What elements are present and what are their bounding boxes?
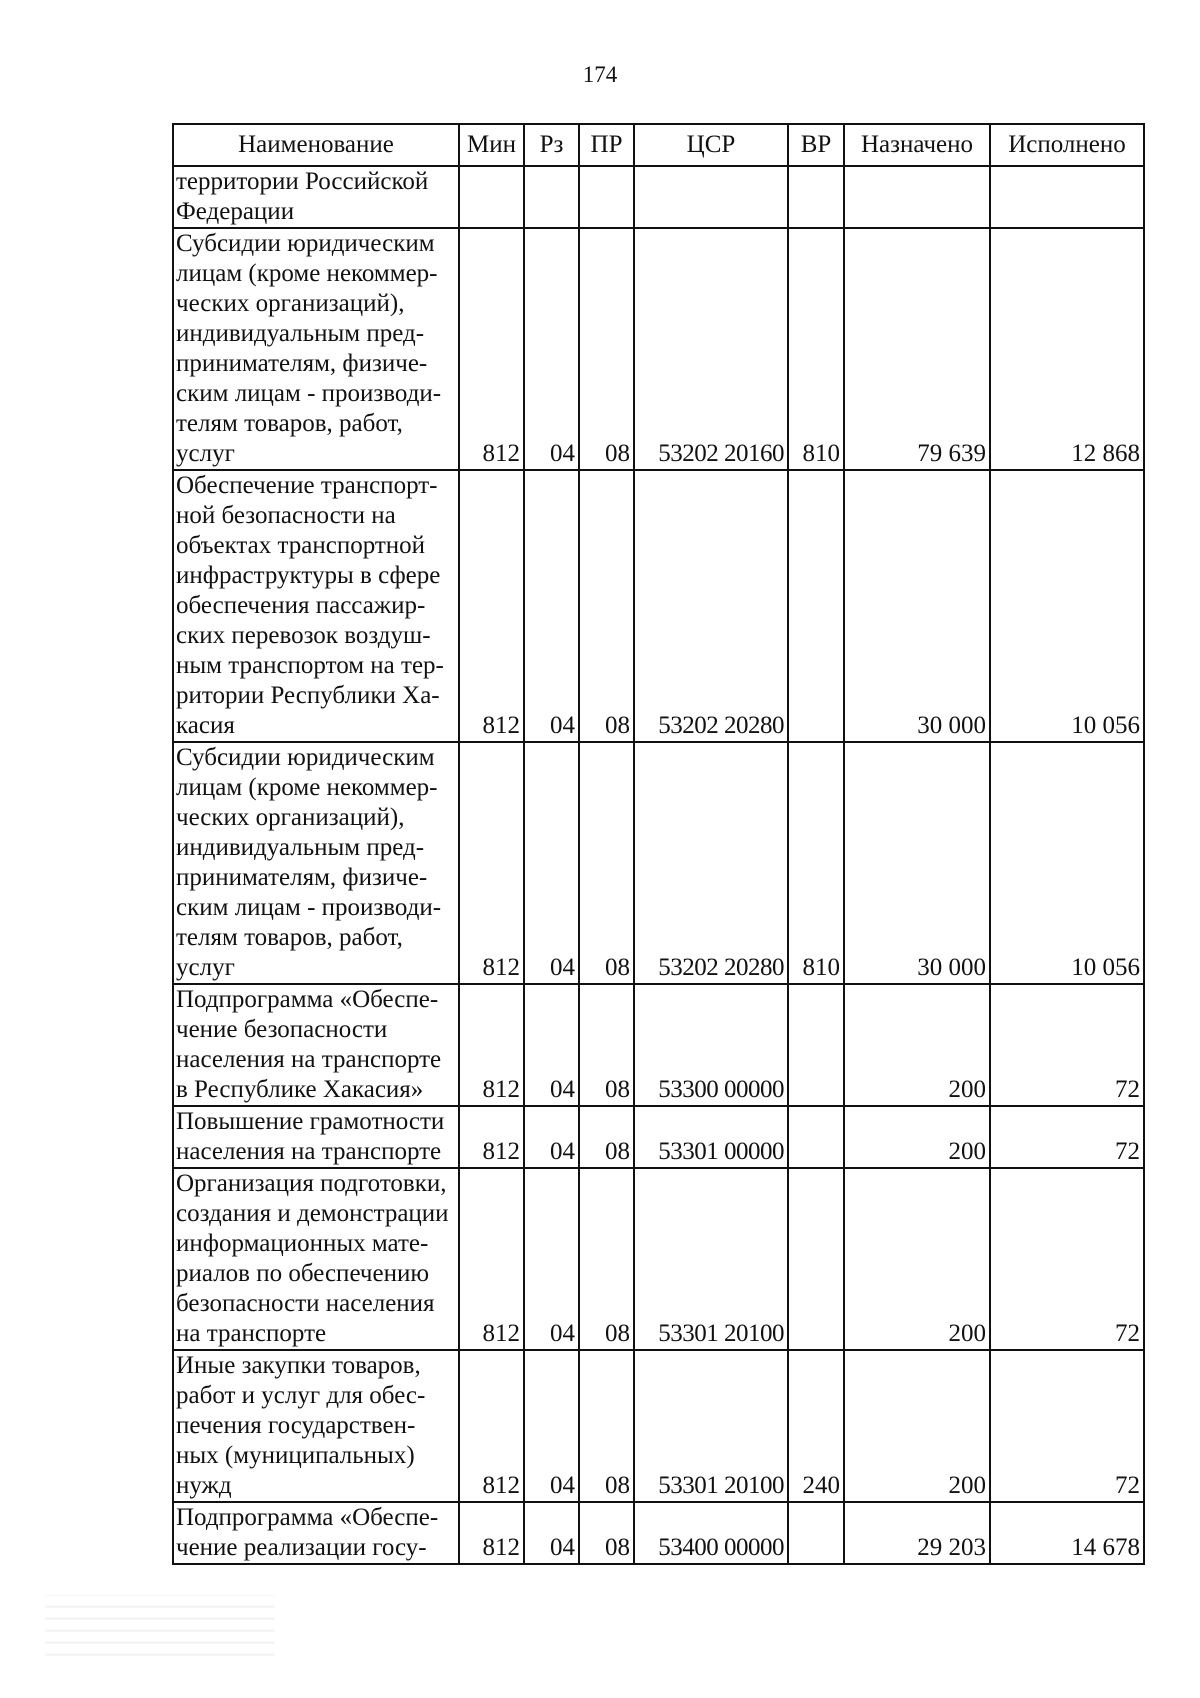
row-csr — [634, 166, 788, 228]
row-csr: 53300 00000 — [634, 984, 788, 1106]
header-assigned: Назначено — [844, 124, 990, 166]
row-assigned: 79 639 — [844, 228, 990, 470]
row-rz: 04 — [524, 984, 579, 1106]
header-name: Наименование — [173, 124, 459, 166]
row-vr — [788, 166, 844, 228]
row-name: Субсидии юридическим лицам (кроме некоммер- ческих организаций), индивидуальным пред- принимателям, физиче- ским лицам - производи- телям товаров, работ, услуг — [173, 742, 459, 984]
row-assigned: 29 203 — [844, 1502, 990, 1564]
table-row — [173, 1502, 1144, 1564]
row-name: Подпрограмма «Обеспе- чение реализации госу- — [173, 1502, 459, 1564]
row-rz: 04 — [524, 1106, 579, 1168]
row-name: Обеспечение транспорт- ной безопасности на объектах транспортной инфраструктуры в сфере обеспечения пассажир- ских перевозок воздуш- ным транспортом на тер- ритории Республики Ха- касия — [173, 470, 459, 742]
row-assigned: 30 000 — [844, 742, 990, 984]
budget-table — [172, 123, 1145, 1565]
row-vr — [788, 1502, 844, 1564]
row-pr — [579, 166, 634, 228]
row-rz: 04 — [524, 228, 579, 470]
header-vr: ВР — [788, 124, 844, 166]
row-min: 812 — [459, 984, 524, 1106]
row-name: Иные закупки товаров, работ и услуг для обес- печения государствен- ных (муниципальных) нужд — [173, 1350, 459, 1502]
row-rz: 04 — [524, 742, 579, 984]
row-executed: 10 056 — [990, 742, 1144, 984]
row-assigned — [844, 166, 990, 228]
row-vr — [788, 984, 844, 1106]
row-min: 812 — [459, 470, 524, 742]
row-pr: 08 — [579, 1502, 634, 1564]
row-rz: 04 — [524, 1350, 579, 1502]
header-rz: Рз — [524, 124, 579, 166]
row-min: 812 — [459, 228, 524, 470]
row-assigned: 200 — [844, 984, 990, 1106]
row-csr: 53202 20160 — [634, 228, 788, 470]
row-csr: 53301 20100 — [634, 1350, 788, 1502]
row-pr: 08 — [579, 470, 634, 742]
header-csr: ЦСР — [634, 124, 788, 166]
row-vr: 810 — [788, 228, 844, 470]
faded-stamp-mark — [45, 1595, 275, 1665]
row-name: Субсидии юридическим лицам (кроме некоммер- ческих организаций), индивидуальным пред- принимателям, физиче- ским лицам - производи- телям товаров, работ, услуг — [173, 228, 459, 470]
row-name: территории Российской Федерации — [173, 166, 459, 228]
table-row — [173, 166, 1144, 228]
page-number: 174 — [582, 62, 618, 87]
row-name: Повышение грамотности населения на транспорте — [173, 1106, 459, 1168]
row-min: 812 — [459, 1350, 524, 1502]
row-rz: 04 — [524, 470, 579, 742]
row-pr: 08 — [579, 228, 634, 470]
row-vr — [788, 1106, 844, 1168]
table-row — [173, 984, 1144, 1106]
row-executed — [990, 166, 1144, 228]
table-row — [173, 742, 1144, 984]
table-row — [173, 1350, 1144, 1502]
row-assigned: 200 — [844, 1106, 990, 1168]
row-min — [459, 166, 524, 228]
row-pr: 08 — [579, 1350, 634, 1502]
row-vr — [788, 1168, 844, 1350]
row-rz: 04 — [524, 1502, 579, 1564]
row-vr: 240 — [788, 1350, 844, 1502]
row-executed: 12 868 — [990, 228, 1144, 470]
header-min: Мин — [459, 124, 524, 166]
row-executed: 10 056 — [990, 470, 1144, 742]
row-executed: 72 — [990, 984, 1144, 1106]
row-pr: 08 — [579, 742, 634, 984]
row-pr: 08 — [579, 1106, 634, 1168]
row-assigned: 200 — [844, 1168, 990, 1350]
table-header-row — [173, 124, 1144, 166]
row-rz — [524, 166, 579, 228]
row-executed: 72 — [990, 1168, 1144, 1350]
row-min: 812 — [459, 742, 524, 984]
row-name: Подпрограмма «Обеспе- чение безопасности населения на транспорте в Республике Хакасия» — [173, 984, 459, 1106]
row-executed: 14 678 — [990, 1502, 1144, 1564]
row-vr: 810 — [788, 742, 844, 984]
table-row — [173, 228, 1144, 470]
row-executed: 72 — [990, 1106, 1144, 1168]
row-pr: 08 — [579, 984, 634, 1106]
row-executed: 72 — [990, 1350, 1144, 1502]
table-row — [173, 1106, 1144, 1168]
header-pr: ПР — [579, 124, 634, 166]
row-rz: 04 — [524, 1168, 579, 1350]
row-min: 812 — [459, 1168, 524, 1350]
header-executed: Исполнено — [990, 124, 1144, 166]
row-csr: 53301 20100 — [634, 1168, 788, 1350]
row-min: 812 — [459, 1502, 524, 1564]
row-csr: 53202 20280 — [634, 470, 788, 742]
table-row — [173, 470, 1144, 742]
row-csr: 53202 20280 — [634, 742, 788, 984]
row-csr: 53400 00000 — [634, 1502, 788, 1564]
row-csr: 53301 00000 — [634, 1106, 788, 1168]
table-row — [173, 1168, 1144, 1350]
row-min: 812 — [459, 1106, 524, 1168]
row-assigned: 200 — [844, 1350, 990, 1502]
row-assigned: 30 000 — [844, 470, 990, 742]
row-name: Организация подготовки, создания и демонстрации информационных мате- риалов по обеспечению безопасности населения на транспорте — [173, 1168, 459, 1350]
row-vr — [788, 470, 844, 742]
row-pr: 08 — [579, 1168, 634, 1350]
